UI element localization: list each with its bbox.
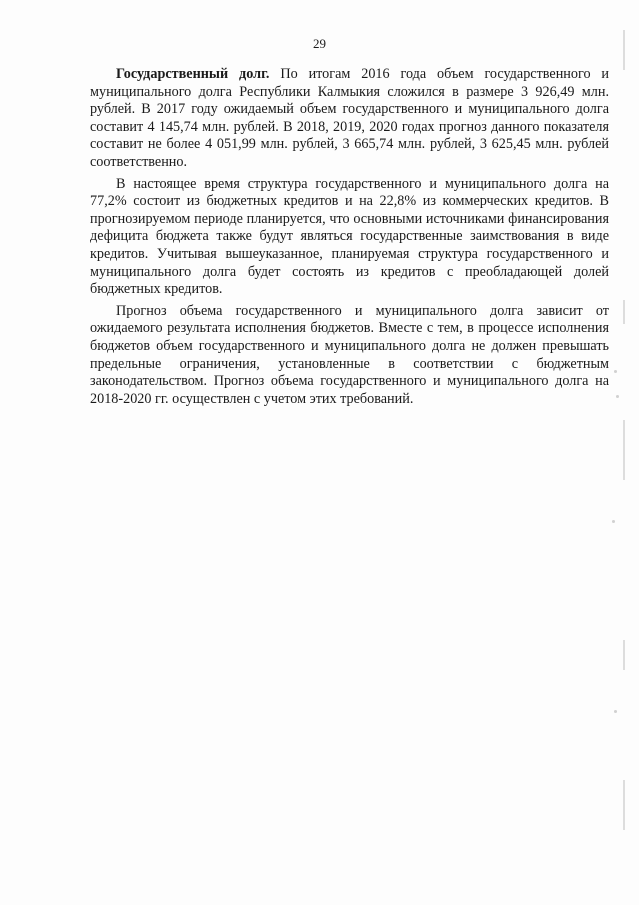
paragraph-text: В настоящее время структура государственного и муниципального долга на 77,2% состоит из бюджетных кредитов и на 22,8% из коммерческих кредитов. В прогнозируемом периоде планируется, что основными источниками финансирования дефицита бюджета также будут являться государственные заимствования в виде кредитов. Учитывая вышеуказанное, планируемая структура государственного и муниципального долга будет состоять из кредитов с преобладающей долей бюджетных кредитов. [90,175,609,298]
scan-artifact [623,640,625,670]
scan-artifact [623,780,625,830]
paragraph-text: По итогам 2016 года объем государственного и муниципального долга Республики Калмыкия сложился в размере 3 926,49 млн. рублей. В 2017 году ожидаемый объем государственного и муниципального долга составит 4 145,74 млн. рублей. В 2018, 2019, 2020 годах прогноз данного показателя составит не более 4 051,99 млн. рублей, 3 665,74 млн. рублей, 3 625,45 млн. рублей соответственно. [90,66,609,170]
paragraph-state-debt [90,66,609,172]
scan-artifact [614,710,617,713]
document-body [90,66,609,412]
paragraph-text: Прогноз объема государственного и муниципального долга зависит от ожидаемого результата исполнения бюджетов. Вместе с тем, в процессе исполнения бюджетов объем государственного и муниципального долга не должен превышать предельные ограничения, установленные в соответствии с бюджетным законодательством. Прогноз объема государственного и муниципального долга на 2018-2020 гг. осуществлен с учетом этих требований. [90,302,609,407]
scan-artifact [614,370,617,373]
scan-artifact [623,30,625,70]
scan-artifact [612,520,615,523]
scan-artifact [623,420,625,480]
paragraph-debt-forecast [90,303,609,409]
scan-artifact [616,395,619,398]
paragraph-debt-structure [90,176,609,299]
scan-artifact [623,300,625,324]
paragraph-lead: Государственный долг. [116,66,270,82]
page-number: 29 [313,36,326,51]
